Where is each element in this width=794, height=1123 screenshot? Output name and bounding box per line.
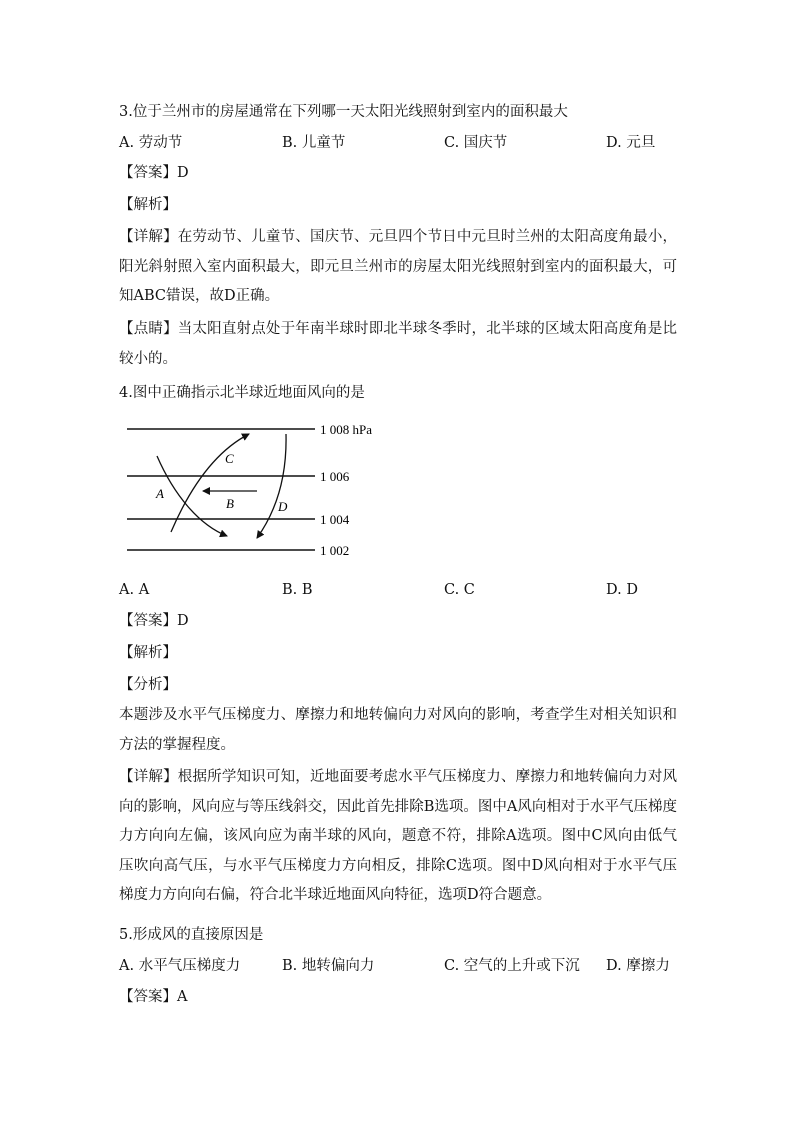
q4-analysis-tag: 【解析】	[119, 645, 177, 661]
isobar-label-1002: 1 002	[320, 543, 350, 558]
q5-option-a: A. 水平气压梯度力	[119, 958, 241, 974]
arrow-label-c: C	[225, 451, 234, 466]
answer-tag: 【答案】	[119, 613, 177, 629]
q4-option-d: D. D	[606, 582, 638, 598]
q3-stem: 3.位于兰州市的房屋通常在下列哪一天太阳光线照射到室内的面积最大	[119, 104, 568, 120]
arrow-label-a: A	[156, 486, 164, 501]
q3-option-c: C. 国庆节	[444, 135, 508, 151]
q3-option-d: D. 元旦	[606, 135, 656, 151]
isobar-label-1008: 1 008 hPa	[320, 422, 372, 437]
q3-answer	[119, 163, 189, 183]
q5-option-d: D. 摩擦力	[606, 958, 670, 974]
detail-text: 根据所学知识可知，近地面要考虑水平气压梯度力、摩擦力和地转偏向力对风向的影响，风向应与等压线斜交，因此首先排除B选项。图中A风向相对于水平气压梯度力方向向左偏，该风向应为南半球的风向，题意不符，排除A选项。图中C风向由低气压吹向高气压，与水平气压梯度力方向相反，排除C选项。图中D风向相对于水平气压梯度力方向向右偏，符合北半球近地面风向特征，选项D符合题意。	[119, 769, 678, 903]
q4-stem: 4.图中正确指示北半球近地面风向的是	[119, 385, 365, 401]
tip-text: 当太阳直射点处于年南半球时即北半球冬季时，北半球的区域太阳高度角是比较小的。	[119, 321, 678, 367]
q3-options	[119, 133, 679, 153]
tip-tag: 【点睛】	[119, 321, 178, 337]
q5-option-b: B. 地转偏向力	[282, 958, 375, 974]
q5-options	[119, 956, 679, 976]
q4-analysis: 本题涉及水平气压梯度力、摩擦力和地转偏向力对风向的影响，考查学生对相关知识和方法的掌握程度。	[119, 707, 677, 753]
detail-tag: 【详解】	[119, 229, 178, 245]
detail-tag: 【详解】	[119, 769, 178, 785]
q3-analysis-tag: 【解析】	[119, 197, 177, 213]
wind-arrow-c	[171, 434, 249, 532]
isobar-label-1004: 1 004	[320, 512, 350, 527]
answer-value: A	[177, 989, 188, 1005]
wind-arrow-d	[257, 434, 286, 538]
q5-answer	[119, 987, 187, 1007]
q5-stem: 5.形成风的直接原因是	[119, 927, 264, 943]
isobar-wind-diagram	[119, 410, 379, 560]
isobar-label-1006: 1 006	[320, 469, 350, 484]
q4-option-b: B. B	[282, 582, 313, 598]
wind-arrow-a	[157, 456, 227, 536]
answer-value: D	[177, 165, 189, 181]
q4-answer	[119, 611, 189, 631]
q5-option-c: C. 空气的上升或下沉	[444, 958, 580, 974]
q3-option-a: A. 劳动节	[119, 135, 183, 151]
q3-tip	[119, 315, 677, 374]
q4-analysis2-tag: 【分析】	[119, 677, 177, 693]
q3-option-b: B. 儿童节	[282, 135, 346, 151]
q4-option-a: A. A	[119, 582, 150, 598]
arrow-label-d: D	[278, 499, 288, 514]
detail-text: 在劳动节、儿童节、国庆节、元旦四个节日中元旦时兰州的太阳高度角最小，阳光斜射照入室内面积最大，即元旦兰州市的房屋太阳光线照射到室内的面积最大，可知ABC错误，故D正确。	[119, 229, 678, 304]
q4-options	[119, 580, 679, 600]
arrow-label-b: B	[226, 496, 234, 511]
answer-value: D	[177, 613, 189, 629]
answer-tag: 【答案】	[119, 989, 177, 1005]
q4-option-c: C. C	[444, 582, 475, 598]
q3-detail	[119, 223, 677, 312]
answer-tag: 【答案】	[119, 165, 177, 181]
q4-detail	[119, 763, 677, 911]
